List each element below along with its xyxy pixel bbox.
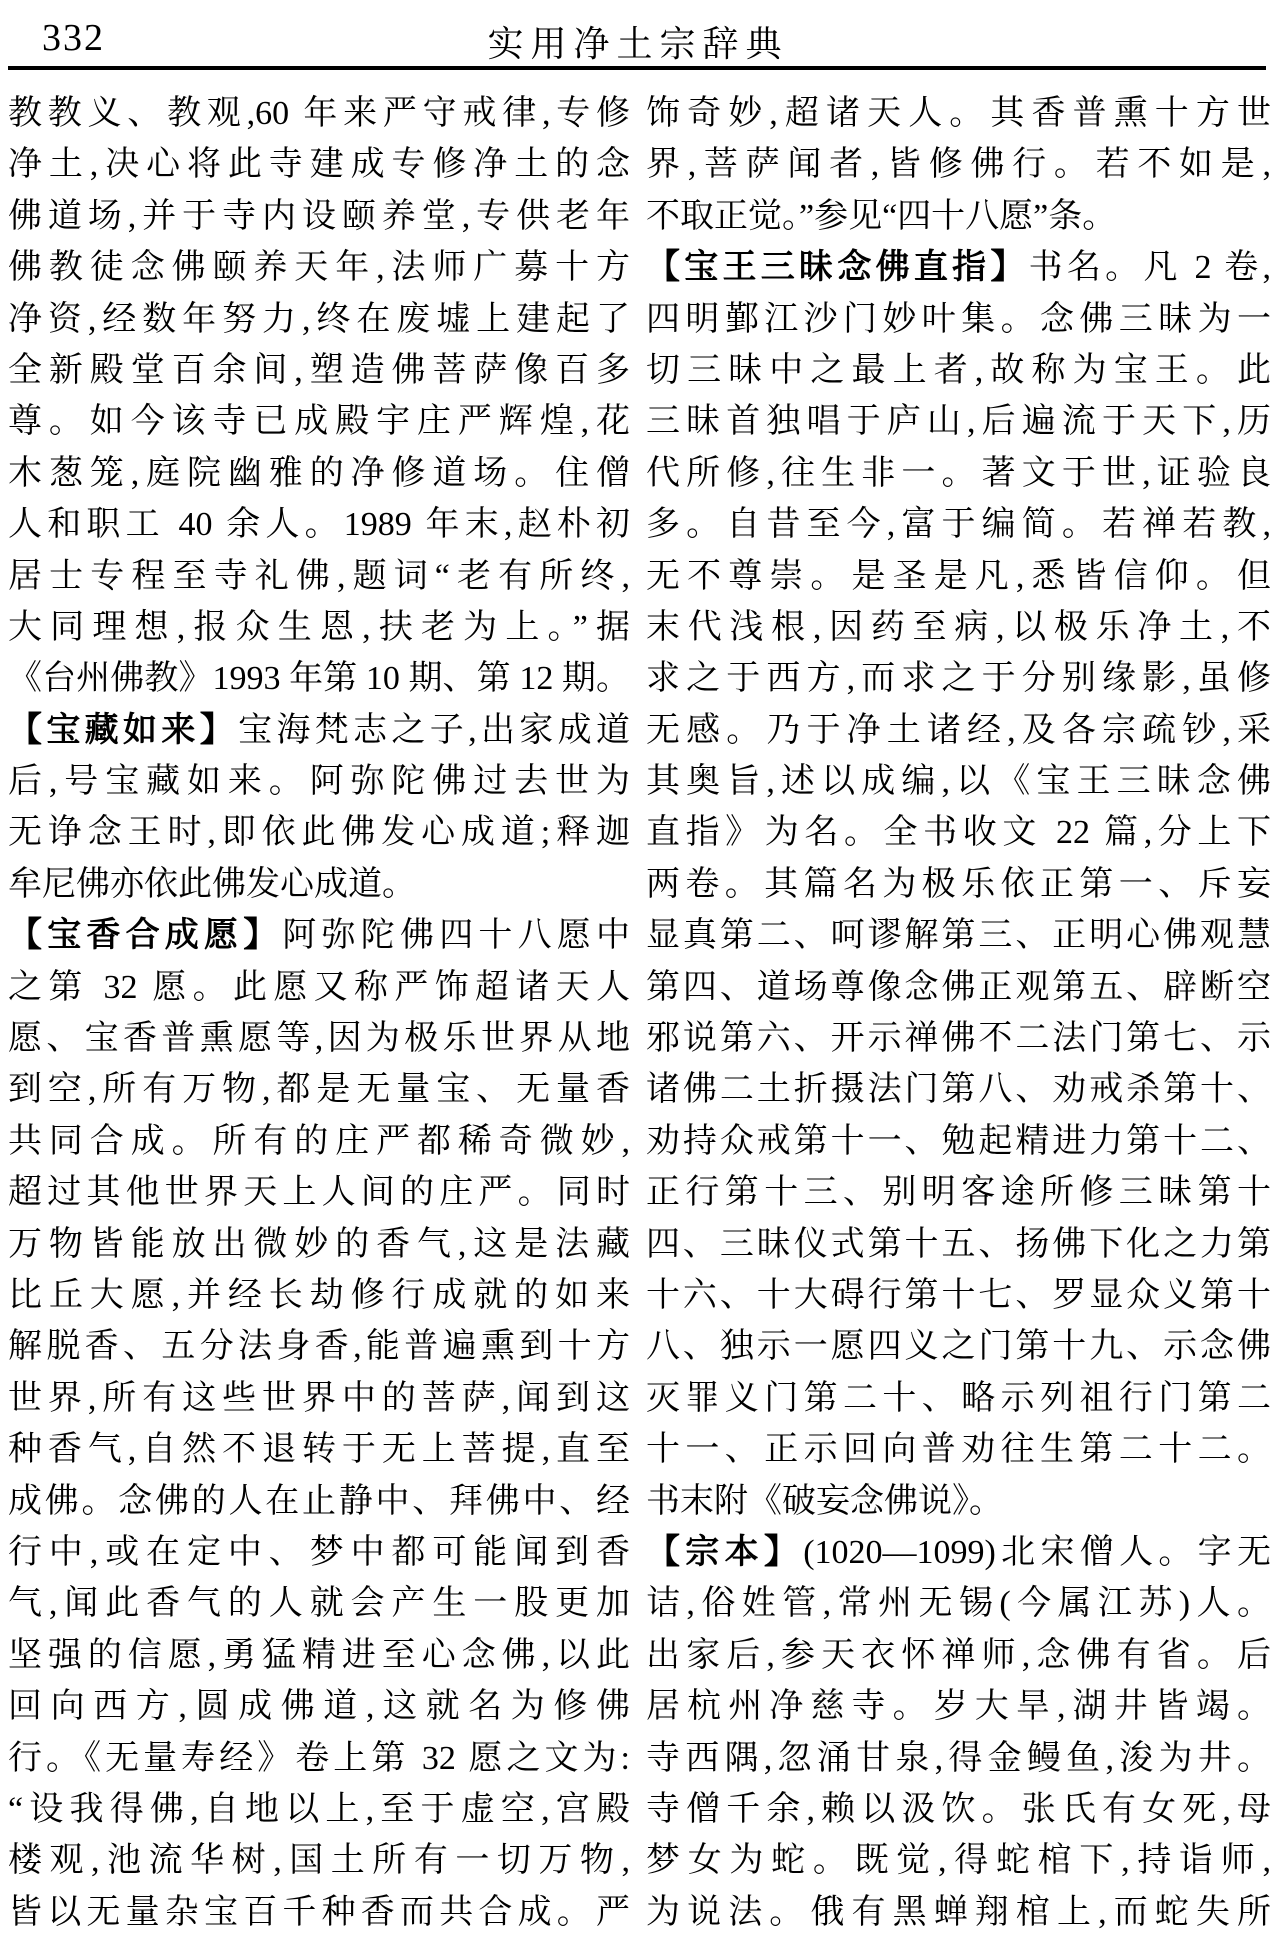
text-line: 书末附《破妄念佛说》。 <box>646 1482 1003 1520</box>
text-line: 十一、正示回向普劝往生第二十二。 <box>646 1431 1271 1469</box>
text-line: 邪说第六、开示禅佛不二法门第七、示 <box>646 1020 1271 1058</box>
text-column-left <box>8 88 630 1938</box>
text-line: 成佛。念佛的人在止静中、拜佛中、经 <box>8 1482 630 1520</box>
text-line: 无不尊崇。是圣是凡,悉皆信仰。但 <box>646 557 1271 595</box>
text-line: 其奥旨,述以成编,以《宝王三昧念佛 <box>646 763 1271 801</box>
text-line: 气,闻此香气的人就会产生一股更加 <box>8 1585 630 1623</box>
text-line: 显真第二、呵谬解第三、正明心佛观慧 <box>646 917 1271 955</box>
text-line: 不取正觉。”参见“四十八愿”条。 <box>646 197 1117 235</box>
entry-title: 【宗本】 <box>646 1533 804 1571</box>
text-line: 【宗本】(1020—1099)北宋僧人。字无 <box>646 1533 1271 1571</box>
text-line: 坚强的信愿,勇猛精进至心念佛,以此 <box>8 1636 630 1674</box>
text-line: 超过其他世界天上人间的庄严。同时 <box>8 1174 630 1212</box>
text-line: 为说法。俄有黑蝉翔棺上,而蛇失所 <box>646 1893 1271 1931</box>
text-line: 末代浅根,因药至病,以极乐净土,不 <box>646 608 1271 646</box>
text-line: 饰奇妙,超诸天人。其香普熏十方世 <box>646 95 1271 132</box>
page-header <box>8 10 1268 66</box>
text-line: 净土,决心将此寺建成专修净土的念 <box>8 146 630 184</box>
text-line: 无感。乃于净土诸经,及各宗疏钞,采 <box>646 711 1271 749</box>
text-line: 直指》为名。全书收文 22 篇,分上下 <box>646 814 1271 852</box>
text-line: 界,菩萨闻者,皆修佛行。若不如是, <box>646 146 1271 184</box>
text-line: 两卷。其篇名为极乐依正第一、斥妄 <box>646 865 1271 903</box>
text-line: 第四、道场尊像念佛正观第五、辟断空 <box>646 968 1271 1006</box>
text-line: 行中,或在定中、梦中都可能闻到香 <box>8 1533 630 1571</box>
text-line: 共同合成。所有的庄严都稀奇微妙, <box>8 1122 630 1160</box>
text-line: 正行第十三、别明客途所修三昧第十 <box>646 1174 1271 1212</box>
dictionary-page-body <box>8 88 1271 1938</box>
entry-title: 【宝香合成愿】 <box>8 917 283 955</box>
text-line: 木葱笼,庭院幽雅的净修道场。住僧 <box>8 454 630 492</box>
text-line: 回向西方,圆成佛道,这就名为修佛 <box>8 1688 630 1726</box>
text-line: 尊。如今该寺已成殿宇庄严辉煌,花 <box>8 403 630 441</box>
entry-title: 【宝王三昧念佛直指】 <box>646 249 1029 287</box>
text-line: 佛教徒念佛颐养天年,法师广募十方 <box>8 249 630 287</box>
text-line: 八、独示一愿四义之门第十九、示念佛 <box>646 1328 1271 1366</box>
text-line: 【宝藏如来】宝海梵志之子,出家成道 <box>8 711 630 749</box>
text-line: 皆以无量杂宝百千种香而共合成。严 <box>8 1893 630 1931</box>
text-line: 十六、十大碍行第十七、罗显众义第十 <box>646 1276 1271 1314</box>
text-line: 牟尼佛亦依此佛发心成道。 <box>8 865 416 903</box>
text-line: 比丘大愿,并经长劫修行成就的如来 <box>8 1276 630 1314</box>
text-line: 到空,所有万物,都是无量宝、无量香 <box>8 1071 630 1109</box>
text-line: “设我得佛,自地以上,至于虚空,宫殿 <box>8 1790 630 1828</box>
text-line: 诘,俗姓管,常州无锡(今属江苏)人。 <box>646 1585 1271 1623</box>
book-title: 实用净土宗辞典 <box>487 24 789 64</box>
text-line: 教教义、教观,60 年来严守戒律,专修 <box>8 95 630 132</box>
text-line: 万物皆能放出微妙的香气,这是法藏 <box>8 1225 630 1263</box>
text-line: 出家后,参天衣怀禅师,念佛有省。后 <box>646 1636 1271 1674</box>
text-line: 《台州佛教》1993 年第 10 期、第 12 期。 <box>8 660 630 698</box>
text-line: 【宝香合成愿】阿弥陀佛四十八愿中 <box>8 917 630 955</box>
text-line: 寺僧千余,赖以汲饮。张氏有女死,母 <box>646 1790 1271 1828</box>
header-rule <box>8 66 1266 70</box>
text-column-right <box>646 88 1271 1938</box>
text-line: 人和职工 40 余人。1989 年末,赵朴初 <box>8 506 630 544</box>
text-line: 四明鄞江沙门妙叶集。念佛三昧为一 <box>646 300 1271 338</box>
text-line: 四、三昧仪式第十五、扬佛下化之力第 <box>646 1225 1271 1263</box>
text-line: 行。《无量寿经》卷上第 32 愿之文为: <box>8 1739 630 1777</box>
text-line: 世界,所有这些世界中的菩萨,闻到这 <box>8 1379 630 1417</box>
text-line: 后,号宝藏如来。阿弥陀佛过去世为 <box>8 763 630 801</box>
text-line: 种香气,自然不退转于无上菩提,直至 <box>8 1431 630 1469</box>
text-line: 无诤念王时,即依此佛发心成道;释迦 <box>8 814 630 852</box>
text-line: 佛道场,并于寺内设颐养堂,专供老年 <box>8 197 630 235</box>
text-line: 居杭州净慈寺。岁大旱,湖井皆竭。 <box>646 1688 1271 1726</box>
text-line: 梦女为蛇。既觉,得蛇棺下,持诣师, <box>646 1842 1271 1880</box>
text-line: 之第 32 愿。此愿又称严饰超诸天人 <box>8 968 630 1006</box>
text-line: 多。自昔至今,富于编简。若禅若教, <box>646 506 1271 544</box>
text-line: 大同理想,报众生恩,扶老为上。”据 <box>8 608 630 646</box>
text-line: 愿、宝香普熏愿等,因为极乐世界从地 <box>8 1020 630 1058</box>
text-line: 居士专程至寺礼佛,题词“老有所终, <box>8 557 630 595</box>
text-line: 三昧首独唱于庐山,后遍流于天下,历 <box>646 403 1271 441</box>
text-line: 灭罪义门第二十、略示列祖行门第二 <box>646 1379 1271 1417</box>
text-line: 诸佛二土折摄法门第八、劝戒杀第十、 <box>646 1071 1271 1109</box>
text-line: 求之于西方,而求之于分别缘影,虽修 <box>646 660 1271 698</box>
page-number: 332 <box>42 17 105 59</box>
text-line: 全新殿堂百余间,塑造佛菩萨像百多 <box>8 351 630 389</box>
text-line: 劝持众戒第十一、勉起精进力第十二、 <box>646 1122 1271 1160</box>
text-line: 楼观,池流华树,国土所有一切万物, <box>8 1842 630 1880</box>
entry-title: 【宝藏如来】 <box>8 711 239 749</box>
text-line: 解脱香、五分法身香,能普遍熏到十方 <box>8 1328 630 1366</box>
text-line: 【宝王三昧念佛直指】书名。凡 2 卷, <box>646 249 1271 287</box>
text-line: 净资,经数年努力,终在废墟上建起了 <box>8 300 630 338</box>
text-line: 寺西隅,忽涌甘泉,得金鳗鱼,浚为井。 <box>646 1739 1271 1777</box>
text-line: 切三昧中之最上者,故称为宝王。此 <box>646 351 1271 389</box>
text-line: 代所修,往生非一。著文于世,证验良 <box>646 454 1271 492</box>
